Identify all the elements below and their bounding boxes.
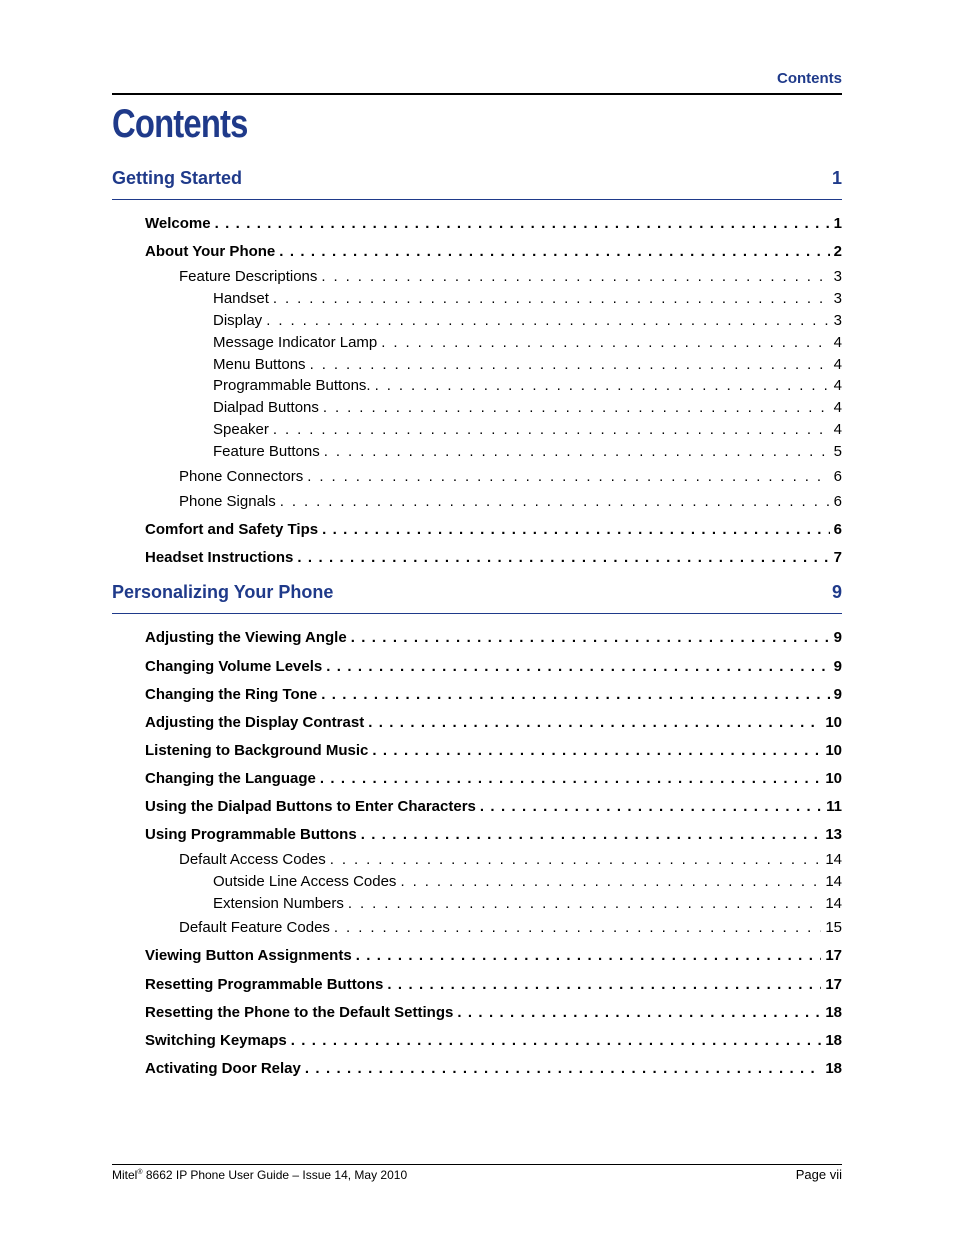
toc-entry-page: 3 bbox=[833, 290, 842, 307]
toc-entry-page: 14 bbox=[825, 895, 842, 912]
chapter-label: Getting Started bbox=[112, 168, 243, 188]
toc-entry-page: 9 bbox=[833, 629, 842, 646]
toc-entry-title: Using the Dialpad Buttons to Enter Characters bbox=[145, 798, 476, 815]
toc-entry-page: 4 bbox=[833, 377, 842, 394]
toc-entry[interactable] bbox=[145, 629, 842, 646]
toc-entry-page: 3 bbox=[833, 268, 842, 285]
dot-leader bbox=[351, 629, 830, 646]
toc-entry-page: 5 bbox=[833, 443, 842, 460]
dot-leader bbox=[266, 312, 829, 329]
toc-entry-title: Welcome bbox=[145, 215, 211, 232]
toc-entry-title: Changing Volume Levels bbox=[145, 658, 323, 675]
chapter-rule bbox=[112, 613, 842, 614]
dot-leader bbox=[326, 658, 829, 675]
toc-entry-page: 18 bbox=[825, 1032, 842, 1049]
toc-entry-title: Extension Numbers bbox=[213, 895, 344, 912]
dot-leader bbox=[273, 421, 830, 438]
dot-leader bbox=[320, 770, 821, 787]
toc-entry[interactable] bbox=[145, 976, 842, 993]
dot-leader bbox=[305, 1060, 821, 1077]
toc-entry-title: Adjusting the Display Contrast bbox=[145, 714, 365, 731]
toc-entry-page: 10 bbox=[825, 714, 842, 731]
toc-entry-title: Speaker bbox=[213, 421, 269, 438]
dot-leader bbox=[480, 798, 822, 815]
dot-leader bbox=[387, 976, 821, 993]
chapter-page: 1 bbox=[831, 168, 842, 188]
toc-entry-title: Comfort and Safety Tips bbox=[145, 521, 319, 538]
toc-entry-title: Phone Signals bbox=[179, 493, 276, 510]
toc-entry[interactable] bbox=[145, 243, 842, 260]
toc-entry-page: 15 bbox=[825, 919, 842, 936]
toc-entry[interactable] bbox=[145, 742, 842, 759]
dot-leader bbox=[368, 714, 821, 731]
dot-leader bbox=[372, 742, 821, 759]
running-header: Contents bbox=[777, 70, 842, 87]
dot-leader bbox=[321, 268, 829, 285]
toc-entry[interactable] bbox=[213, 421, 842, 438]
toc-entry-page: 10 bbox=[825, 742, 842, 759]
toc-entry[interactable] bbox=[145, 1032, 842, 1049]
toc-entry-page: 6 bbox=[833, 493, 842, 510]
toc-entry[interactable] bbox=[179, 468, 842, 485]
dot-leader bbox=[321, 686, 829, 703]
toc-entry[interactable] bbox=[145, 798, 842, 815]
toc-entry[interactable] bbox=[179, 493, 842, 510]
toc-entry[interactable] bbox=[145, 714, 842, 731]
dot-leader bbox=[400, 873, 821, 890]
toc-entry[interactable] bbox=[145, 1060, 842, 1077]
footer-page-number: Page vii bbox=[795, 1167, 842, 1182]
dot-leader bbox=[348, 895, 821, 912]
header-rule bbox=[112, 93, 842, 95]
toc-entry[interactable] bbox=[213, 312, 842, 329]
dot-leader bbox=[322, 521, 830, 538]
toc-entry-title: Switching Keymaps bbox=[145, 1032, 287, 1049]
toc-entry-title: Dialpad Buttons bbox=[213, 399, 319, 416]
chapter-page: 9 bbox=[831, 582, 842, 602]
toc-entry[interactable] bbox=[145, 1004, 842, 1021]
registered-mark: ® bbox=[137, 1169, 143, 1176]
toc-entry[interactable] bbox=[213, 356, 842, 373]
dot-leader bbox=[291, 1032, 822, 1049]
dot-leader bbox=[334, 919, 821, 936]
toc-entry[interactable] bbox=[145, 686, 842, 703]
toc-entry[interactable] bbox=[145, 521, 842, 538]
toc-entry-page: 1 bbox=[833, 215, 842, 232]
toc-entry[interactable] bbox=[145, 658, 842, 675]
toc-entry[interactable] bbox=[179, 851, 842, 868]
toc-entry-page: 14 bbox=[825, 851, 842, 868]
toc-entry-page: 10 bbox=[825, 770, 842, 787]
toc-entry-title: Changing the Language bbox=[145, 770, 316, 787]
toc-entry-page: 6 bbox=[833, 468, 842, 485]
dot-leader bbox=[279, 243, 829, 260]
dot-leader bbox=[323, 399, 830, 416]
toc-entry-page: 9 bbox=[833, 658, 842, 675]
toc-entry[interactable] bbox=[145, 947, 842, 964]
toc-entry-page: 17 bbox=[825, 947, 842, 964]
page-title: Contents bbox=[112, 102, 248, 146]
toc-entry-title: Resetting Programmable Buttons bbox=[145, 976, 384, 993]
toc-entry-title: Listening to Background Music bbox=[145, 742, 369, 759]
chapter-heading-getting-started[interactable] bbox=[112, 168, 842, 192]
dot-leader bbox=[215, 215, 830, 232]
chapter-rule bbox=[112, 199, 842, 200]
toc-entry-page: 13 bbox=[825, 826, 842, 843]
toc-entry[interactable] bbox=[145, 770, 842, 787]
dot-leader bbox=[356, 947, 822, 964]
toc-entry-title: Outside Line Access Codes bbox=[213, 873, 397, 890]
toc-entry[interactable] bbox=[213, 873, 842, 890]
dot-leader bbox=[330, 851, 822, 868]
dot-leader bbox=[375, 377, 830, 394]
toc-entry-page: 6 bbox=[833, 521, 842, 538]
footer-doc-info bbox=[112, 1168, 407, 1182]
toc-entry-title: Resetting the Phone to the Default Settings bbox=[145, 1004, 454, 1021]
toc-entry[interactable] bbox=[145, 549, 842, 566]
toc-entry-page: 4 bbox=[833, 421, 842, 438]
toc-entry[interactable] bbox=[213, 377, 842, 394]
toc-entry-page: 4 bbox=[833, 399, 842, 416]
chapter-heading-personalizing[interactable] bbox=[112, 582, 842, 606]
toc-entry[interactable] bbox=[179, 268, 842, 285]
toc-entry-title: Menu Buttons bbox=[213, 356, 306, 373]
toc-entry-title: Adjusting the Viewing Angle bbox=[145, 629, 347, 646]
toc-entry[interactable] bbox=[213, 443, 842, 460]
dot-leader bbox=[324, 443, 830, 460]
toc-entry[interactable] bbox=[145, 826, 842, 843]
footer-brand: Mitel bbox=[112, 1168, 138, 1182]
toc-entry-page: 18 bbox=[825, 1004, 842, 1021]
toc-entry[interactable] bbox=[213, 290, 842, 307]
dot-leader bbox=[280, 493, 830, 510]
footer-doc-title: 8662 IP Phone User Guide – Issue 14, May 2010 bbox=[142, 1168, 408, 1182]
toc-entry-page: 2 bbox=[833, 243, 842, 260]
toc-entry-page: 3 bbox=[833, 312, 842, 329]
dot-leader bbox=[273, 290, 830, 307]
toc-entry-page: 9 bbox=[833, 686, 842, 703]
toc-entry[interactable] bbox=[145, 215, 842, 232]
chapter-label: Personalizing Your Phone bbox=[112, 582, 334, 602]
dot-leader bbox=[381, 334, 829, 351]
toc-entry-title: Handset bbox=[213, 290, 269, 307]
toc-entry-title: Feature Descriptions bbox=[179, 268, 318, 285]
toc-entry[interactable] bbox=[213, 895, 842, 912]
toc-entry-title: Display bbox=[213, 312, 263, 329]
toc-entry-page: 4 bbox=[833, 356, 842, 373]
toc-entry[interactable] bbox=[213, 399, 842, 416]
footer-rule bbox=[112, 1164, 842, 1165]
toc-entry[interactable] bbox=[179, 919, 842, 936]
toc-entry-page: 11 bbox=[826, 798, 842, 815]
toc-entry-title: Activating Door Relay bbox=[145, 1060, 301, 1077]
toc-entry-page: 7 bbox=[833, 549, 842, 566]
toc-entry-title: Feature Buttons bbox=[213, 443, 320, 460]
toc-entry-page: 4 bbox=[833, 334, 842, 351]
dot-leader bbox=[297, 549, 829, 566]
toc-entry-title: Using Programmable Buttons bbox=[145, 826, 357, 843]
toc-entry-title: Phone Connectors bbox=[179, 468, 304, 485]
toc-entry-title: Default Feature Codes bbox=[179, 919, 330, 936]
toc-entry-title: About Your Phone bbox=[145, 243, 276, 260]
toc-entry-page: 14 bbox=[825, 873, 842, 890]
toc-entry[interactable] bbox=[213, 334, 842, 351]
toc-entry-title: Viewing Button Assignments bbox=[145, 947, 352, 964]
dot-leader bbox=[307, 468, 829, 485]
toc-entry-title: Default Access Codes bbox=[179, 851, 326, 868]
toc-entry-title: Programmable Buttons. bbox=[213, 377, 371, 394]
toc-entry-title: Message Indicator Lamp bbox=[213, 334, 378, 351]
dot-leader bbox=[457, 1004, 821, 1021]
toc-entry-page: 17 bbox=[825, 976, 842, 993]
dot-leader bbox=[310, 356, 830, 373]
toc-entry-page: 18 bbox=[825, 1060, 842, 1077]
toc-entry-title: Changing the Ring Tone bbox=[145, 686, 318, 703]
toc-entry-title: Headset Instructions bbox=[145, 549, 294, 566]
dot-leader bbox=[361, 826, 822, 843]
